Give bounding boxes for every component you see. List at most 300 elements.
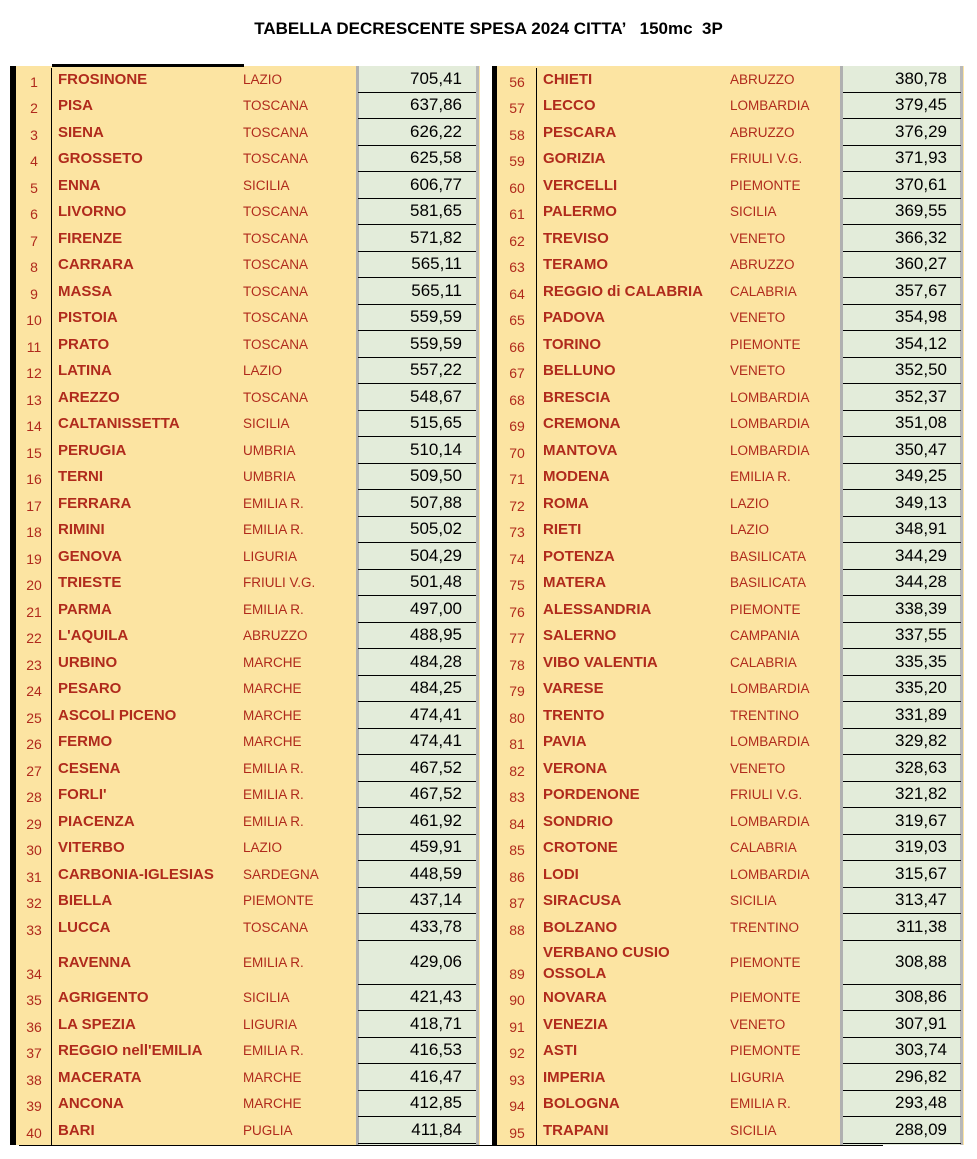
city-cell: GENOVA — [58, 547, 122, 565]
city-cell: PAVIA — [543, 733, 587, 751]
city-cell: GORIZIA — [543, 150, 606, 168]
region-cell: LAZIO — [243, 71, 283, 87]
city-cell: ASTI — [543, 1042, 578, 1060]
region-cell: PIEMONTE — [730, 177, 801, 193]
region-cell: LOMBARDIA — [730, 416, 810, 432]
region-cell: EMILIA R. — [243, 955, 304, 970]
rank-cell: 10 — [26, 312, 42, 328]
city-cell: RIMINI — [58, 521, 105, 539]
value-cell: 571,82 — [358, 225, 476, 252]
rank-cell: 20 — [26, 577, 42, 593]
value-cell: 308,88 — [843, 941, 961, 985]
region-cell: SICILIA — [243, 416, 290, 432]
region-cell: SICILIA — [243, 990, 290, 1006]
value-cell: 307,91 — [843, 1011, 961, 1038]
rank-cell: 9 — [30, 285, 38, 302]
table-row — [10, 119, 480, 146]
region-cell: TOSCANA — [243, 98, 309, 114]
table-row — [10, 146, 480, 173]
table-row — [10, 305, 480, 332]
region-cell: EMILIA R. — [243, 522, 304, 538]
table-row — [492, 199, 964, 226]
city-cell: LUCCA — [58, 918, 111, 936]
rank-cell: 38 — [26, 1071, 42, 1088]
rank-cell: 7 — [30, 232, 38, 249]
rank-cell: 27 — [26, 762, 42, 779]
table-row — [492, 411, 964, 438]
value-cell: 412,85 — [358, 1091, 476, 1118]
region-cell: VENETO — [730, 1016, 786, 1032]
city-cell: BIELLA — [58, 892, 113, 910]
region-cell: UMBRIA — [243, 469, 296, 485]
city-cell: CHIETI — [543, 70, 593, 88]
rank-cell: 88 — [509, 921, 525, 938]
value-cell: 360,27 — [843, 252, 961, 279]
value-cell: 559,59 — [358, 305, 476, 332]
value-cell: 354,98 — [843, 305, 961, 332]
table-row — [10, 1038, 480, 1065]
rank-cell: 21 — [26, 603, 42, 620]
rank-cell: 94 — [509, 1098, 525, 1114]
rank-cell: 33 — [26, 921, 42, 938]
table-row — [492, 676, 964, 703]
region-cell: TOSCANA — [243, 204, 309, 220]
value-cell: 467,52 — [358, 782, 476, 809]
value-cell: 321,82 — [843, 782, 961, 809]
table-row — [10, 93, 480, 120]
table-row — [10, 1011, 480, 1038]
value-cell: 344,28 — [843, 570, 961, 597]
table-row — [10, 1117, 480, 1144]
table-row — [492, 1091, 964, 1118]
table-row — [492, 729, 964, 756]
region-cell: EMILIA R. — [243, 787, 304, 803]
rows-right — [492, 66, 964, 1144]
table-row — [10, 252, 480, 279]
table-row — [10, 729, 480, 756]
rank-cell: 73 — [509, 524, 525, 540]
region-cell: LOMBARDIA — [730, 442, 810, 458]
table-row — [10, 835, 480, 862]
table-row — [492, 861, 964, 888]
rank-cell: 15 — [26, 444, 42, 461]
rank-cell: 31 — [26, 868, 42, 885]
rank-cell: 58 — [509, 126, 525, 143]
table-row — [10, 941, 480, 985]
value-cell: 351,08 — [843, 411, 961, 438]
rank-cell: 34 — [26, 965, 42, 982]
city-cell: BOLOGNA — [543, 1095, 620, 1113]
table-row — [492, 570, 964, 597]
city-cell: ENNA — [58, 176, 101, 194]
table-row — [492, 1011, 964, 1038]
value-cell: 337,55 — [843, 623, 961, 650]
rank-cell: 39 — [26, 1098, 42, 1114]
city-cell: PERUGIA — [58, 441, 127, 459]
city-cell: MATERA — [543, 574, 607, 592]
region-cell: TOSCANA — [243, 283, 309, 299]
value-cell: 293,48 — [843, 1091, 961, 1118]
value-cell: 474,41 — [358, 729, 476, 756]
region-cell: SARDEGNA — [243, 866, 319, 882]
region-cell: MARCHE — [243, 707, 302, 723]
value-cell: 557,22 — [358, 358, 476, 385]
value-cell: 565,11 — [358, 252, 476, 279]
region-cell: FRIULI V.G. — [243, 575, 316, 591]
city-cell: ROMA — [543, 494, 589, 512]
city-cell: PESARO — [58, 680, 122, 698]
city-cell: VERBANO CUSIO OSSOLA — [543, 943, 670, 982]
rank-cell: 85 — [509, 842, 525, 858]
value-cell: 507,88 — [358, 490, 476, 517]
value-cell: 505,02 — [358, 517, 476, 544]
region-cell: LAZIO — [243, 363, 283, 379]
value-cell: 548,67 — [358, 384, 476, 411]
value-cell: 349,25 — [843, 464, 961, 491]
value-cell: 315,67 — [843, 861, 961, 888]
city-cell: VIBO VALENTIA — [543, 653, 658, 671]
value-cell: 515,65 — [358, 411, 476, 438]
rank-cell: 8 — [30, 259, 38, 275]
region-cell: TOSCANA — [243, 151, 309, 167]
value-cell: 352,50 — [843, 358, 961, 385]
rank-cell: 1 — [30, 73, 38, 90]
city-cell: VITERBO — [58, 839, 125, 857]
table-row — [492, 1117, 964, 1144]
value-cell: 311,38 — [843, 914, 961, 941]
table-row — [492, 172, 964, 199]
value-cell: 319,67 — [843, 808, 961, 835]
table-row — [492, 384, 964, 411]
value-cell: 370,61 — [843, 172, 961, 199]
rank-cell: 30 — [26, 842, 42, 858]
city-cell: ANCONA — [58, 1095, 124, 1113]
rank-cell: 16 — [26, 471, 42, 487]
table-row — [10, 1091, 480, 1118]
value-cell: 335,20 — [843, 676, 961, 703]
rank-cell: 40 — [26, 1124, 42, 1141]
region-cell: VENETO — [730, 760, 786, 776]
region-cell: LOMBARDIA — [730, 734, 810, 750]
rank-cell: 12 — [26, 365, 42, 381]
value-cell: 348,91 — [843, 517, 961, 544]
rank-cell: 28 — [26, 789, 42, 805]
region-cell: PIEMONTE — [243, 893, 314, 909]
rank-cell: 67 — [509, 365, 525, 381]
value-cell: 705,41 — [358, 66, 476, 93]
rank-cell: 57 — [509, 100, 525, 116]
value-cell: 288,09 — [843, 1117, 961, 1144]
region-cell: PIEMONTE — [730, 601, 801, 617]
city-cell: SALERNO — [543, 627, 617, 645]
table-row — [492, 914, 964, 941]
city-cell: LECCO — [543, 97, 596, 115]
city-cell: URBINO — [58, 653, 118, 671]
region-cell: LIGURIA — [243, 1016, 298, 1032]
city-cell: RIETI — [543, 521, 582, 539]
rank-cell: 35 — [26, 992, 42, 1008]
table-row — [10, 464, 480, 491]
value-cell: 366,32 — [843, 225, 961, 252]
table-row — [492, 93, 964, 120]
city-cell: PADOVA — [543, 309, 605, 327]
rank-cell: 92 — [509, 1045, 525, 1061]
value-cell: 459,91 — [358, 835, 476, 862]
region-cell: TRENTINO — [730, 707, 799, 723]
table-row — [492, 464, 964, 491]
region-cell: SICILIA — [730, 204, 777, 220]
table-row — [10, 596, 480, 623]
city-cell: AGRIGENTO — [58, 989, 149, 1007]
table-row — [492, 702, 964, 729]
rank-cell: 18 — [26, 524, 42, 540]
rank-cell: 76 — [509, 603, 525, 620]
value-cell: 437,14 — [358, 888, 476, 915]
rank-cell: 84 — [509, 815, 525, 832]
city-cell: SIENA — [58, 123, 104, 141]
city-cell: L'AQUILA — [58, 627, 129, 645]
region-cell: LOMBARDIA — [730, 389, 810, 405]
rank-cell: 63 — [509, 259, 525, 275]
table-row — [10, 702, 480, 729]
region-cell: EMILIA R. — [243, 1043, 304, 1059]
table-row — [10, 358, 480, 385]
table-row — [492, 941, 964, 985]
table-row — [10, 411, 480, 438]
table-row — [10, 199, 480, 226]
table-row — [492, 517, 964, 544]
table-row — [492, 119, 964, 146]
table-row — [10, 517, 480, 544]
city-cell: MACERATA — [58, 1068, 142, 1086]
region-cell: SICILIA — [243, 177, 290, 193]
rank-cell: 72 — [509, 497, 525, 514]
value-cell: 488,95 — [358, 623, 476, 650]
region-cell: TOSCANA — [243, 389, 309, 405]
table-row — [492, 755, 964, 782]
value-cell: 637,86 — [358, 93, 476, 120]
rank-cell: 64 — [509, 285, 525, 302]
rank-cell: 89 — [509, 965, 525, 982]
rank-cell: 36 — [26, 1018, 42, 1035]
region-cell: EMILIA R. — [730, 1096, 791, 1112]
bottom-line-left — [19, 1145, 489, 1146]
region-cell: LOMBARDIA — [730, 866, 810, 882]
city-cell: CARRARA — [58, 256, 134, 274]
table-row — [492, 888, 964, 915]
city-cell: FROSINONE — [58, 70, 148, 88]
city-cell: AREZZO — [58, 388, 120, 406]
table-row — [10, 782, 480, 809]
city-cell: MASSA — [58, 282, 113, 300]
table-row — [492, 331, 964, 358]
region-cell: LIGURIA — [730, 1069, 785, 1085]
region-cell: EMILIA R. — [243, 495, 304, 511]
table-row — [492, 782, 964, 809]
region-cell: EMILIA R. — [243, 813, 304, 829]
table-row — [10, 676, 480, 703]
region-cell: CALABRIA — [730, 840, 797, 856]
rank-cell: 65 — [509, 312, 525, 328]
rank-cell: 19 — [26, 550, 42, 567]
table-row — [10, 172, 480, 199]
value-cell: 371,93 — [843, 146, 961, 173]
value-cell: 504,29 — [358, 543, 476, 570]
region-cell: MARCHE — [243, 681, 302, 697]
city-cell: PORDENONE — [543, 786, 640, 804]
city-cell: PISTOIA — [58, 309, 118, 327]
table-row — [10, 278, 480, 305]
rank-cell: 4 — [30, 153, 38, 169]
rank-cell: 17 — [26, 497, 42, 514]
value-cell: 369,55 — [843, 199, 961, 226]
rank-cell: 13 — [26, 391, 42, 408]
value-cell: 379,45 — [843, 93, 961, 120]
city-cell: LODI — [543, 865, 579, 883]
rank-cell: 62 — [509, 232, 525, 249]
value-cell: 380,78 — [843, 66, 961, 93]
city-cell: TERNI — [58, 468, 103, 486]
region-cell: LAZIO — [730, 495, 770, 511]
city-cell: CESENA — [58, 759, 121, 777]
city-cell: PRATO — [58, 335, 110, 353]
region-cell: MARCHE — [243, 1069, 302, 1085]
city-cell: GROSSETO — [58, 150, 143, 168]
city-cell: PALERMO — [543, 203, 617, 221]
region-cell: SICILIA — [730, 893, 777, 909]
table-row — [492, 252, 964, 279]
value-cell: 484,25 — [358, 676, 476, 703]
region-cell: TOSCANA — [243, 310, 309, 326]
rank-cell: 11 — [26, 338, 42, 355]
rank-cell: 66 — [509, 338, 525, 355]
table-row — [492, 543, 964, 570]
region-cell: TRENTINO — [730, 919, 799, 935]
city-cell: TORINO — [543, 335, 602, 353]
rank-cell: 60 — [509, 179, 525, 196]
ranking-table-right — [492, 66, 964, 1145]
city-cell: CREMONA — [543, 415, 621, 433]
region-cell: MARCHE — [243, 654, 302, 670]
rank-cell: 59 — [509, 153, 525, 169]
rank-cell: 5 — [30, 179, 38, 196]
ranking-table-left — [10, 66, 480, 1145]
table-row — [492, 146, 964, 173]
region-cell: PIEMONTE — [730, 336, 801, 352]
rank-cell: 86 — [509, 868, 525, 885]
rank-cell: 80 — [509, 709, 525, 726]
rank-cell: 6 — [30, 206, 38, 222]
region-cell: TOSCANA — [243, 336, 309, 352]
region-cell: ABRUZZO — [730, 124, 795, 140]
rank-cell: 68 — [509, 391, 525, 408]
rank-cell: 78 — [509, 656, 525, 673]
city-cell: MODENA — [543, 468, 610, 486]
city-cell: PARMA — [58, 600, 112, 618]
value-cell: 626,22 — [358, 119, 476, 146]
region-cell: CAMPANIA — [730, 628, 800, 644]
table-row — [10, 543, 480, 570]
value-cell: 433,78 — [358, 914, 476, 941]
rank-cell: 93 — [509, 1071, 525, 1088]
value-cell: 484,28 — [358, 649, 476, 676]
value-cell: 510,14 — [358, 437, 476, 464]
table-row — [10, 570, 480, 597]
table-row — [492, 808, 964, 835]
value-cell: 461,92 — [358, 808, 476, 835]
value-cell: 467,52 — [358, 755, 476, 782]
region-cell: VENETO — [730, 230, 786, 246]
table-row — [492, 305, 964, 332]
city-cell: SONDRIO — [543, 812, 614, 830]
table-row — [492, 437, 964, 464]
table-row — [10, 437, 480, 464]
table-row — [10, 914, 480, 941]
region-cell: LAZIO — [243, 840, 283, 856]
value-cell: 448,59 — [358, 861, 476, 888]
rank-cell: 91 — [509, 1018, 525, 1035]
city-cell: FORLI' — [58, 786, 107, 804]
table-row — [10, 66, 480, 93]
table-row — [10, 808, 480, 835]
value-cell: 354,12 — [843, 331, 961, 358]
city-cell: NOVARA — [543, 989, 607, 1007]
city-cell: TREVISO — [543, 229, 609, 247]
table-row — [492, 596, 964, 623]
region-cell: CALABRIA — [730, 283, 797, 299]
rank-cell: 24 — [26, 683, 42, 699]
city-cell: FERRARA — [58, 494, 132, 512]
table-row — [10, 649, 480, 676]
rank-cell: 23 — [26, 656, 42, 673]
rank-cell: 82 — [509, 762, 525, 779]
value-cell: 319,03 — [843, 835, 961, 862]
city-cell: REGGIO nell'EMILIA — [58, 1042, 203, 1060]
value-cell: 625,58 — [358, 146, 476, 173]
city-cell: FIRENZE — [58, 229, 123, 247]
value-cell: 296,82 — [843, 1064, 961, 1091]
value-cell: 416,53 — [358, 1038, 476, 1065]
table-row — [492, 1064, 964, 1091]
rank-cell: 81 — [509, 736, 525, 752]
region-cell: FRIULI V.G. — [730, 787, 803, 803]
city-cell: TRAPANI — [543, 1121, 609, 1139]
value-cell: 331,89 — [843, 702, 961, 729]
region-cell: VENETO — [730, 363, 786, 379]
rank-cell: 37 — [26, 1045, 42, 1061]
table-row — [492, 649, 964, 676]
table-row — [10, 888, 480, 915]
region-cell: LOMBARDIA — [730, 813, 810, 829]
region-cell: TOSCANA — [243, 919, 309, 935]
city-cell: LIVORNO — [58, 203, 127, 221]
rank-cell: 90 — [509, 992, 525, 1008]
region-cell: PUGLIA — [243, 1122, 293, 1138]
city-cell: BELLUNO — [543, 362, 616, 380]
value-cell: 313,47 — [843, 888, 961, 915]
value-cell: 559,59 — [358, 331, 476, 358]
city-cell: ALESSANDRIA — [543, 600, 652, 618]
city-cell: VERCELLI — [543, 176, 618, 194]
value-cell: 565,11 — [358, 278, 476, 305]
page-title: TABELLA DECRESCENTE SPESA 2024 CITTA’ 150mc 3P — [254, 19, 723, 38]
rank-cell: 25 — [26, 709, 42, 726]
table-row — [492, 278, 964, 305]
city-cell: MANTOVA — [543, 441, 618, 459]
value-cell: 308,86 — [843, 985, 961, 1012]
table-row — [492, 835, 964, 862]
table-row — [10, 384, 480, 411]
